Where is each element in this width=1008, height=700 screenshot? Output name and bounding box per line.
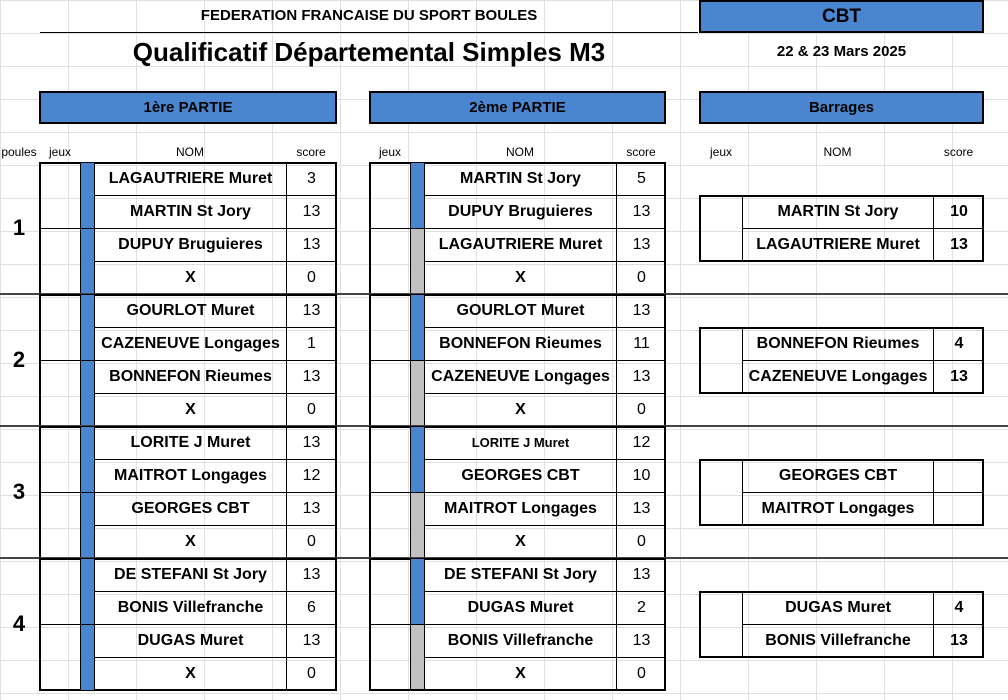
player-name: GOURLOT Muret	[126, 302, 255, 319]
player-name: X	[515, 269, 526, 286]
player-name: DUGAS Muret	[137, 632, 244, 649]
barrage-player-name: BONNEFON Rieumes	[756, 335, 920, 352]
col-header-score: score	[296, 145, 326, 159]
player-score: 13	[632, 203, 651, 220]
player-score: 0	[637, 665, 646, 682]
barrage-player-name: MAITROT Longages	[761, 500, 915, 517]
part2-marker-bar-grey	[411, 360, 424, 425]
section-part2-header: 2ème PARTIE	[369, 91, 666, 124]
player-name: BONIS Villefranche	[117, 599, 264, 616]
player-name: MARTIN St Jory	[460, 170, 581, 187]
barrage-player-name: DUGAS Muret	[785, 599, 891, 616]
player-score: 11	[633, 335, 650, 352]
part2-marker-bar-grey	[411, 228, 424, 293]
player-score: 0	[307, 401, 316, 418]
player-name: DE STEFANI St Jory	[444, 566, 597, 583]
player-score: 0	[307, 665, 316, 682]
player-name: GEORGES CBT	[131, 500, 250, 517]
poule-number: 4	[12, 611, 26, 636]
barrage-player-name: MARTIN St Jory	[777, 203, 899, 220]
player-score: 13	[632, 302, 651, 319]
player-name: GOURLOT Muret	[456, 302, 585, 319]
col-header-score: score	[626, 145, 656, 159]
player-score: 0	[307, 269, 316, 286]
player-name: X	[185, 665, 196, 682]
player-name: MARTIN St Jory	[130, 203, 251, 220]
player-name: X	[515, 665, 526, 682]
poule-number: 1	[12, 215, 26, 240]
player-score: 13	[302, 434, 321, 451]
player-score: 13	[302, 236, 321, 253]
barrage-player-name: BONIS Villefranche	[765, 632, 911, 649]
player-name: BONNEFON Rieumes	[439, 335, 602, 352]
part2-marker-bar	[411, 295, 424, 360]
player-name: MAITROT Longages	[444, 500, 597, 517]
player-score: 5	[637, 170, 646, 187]
player-name: X	[185, 401, 196, 418]
player-score: 13	[632, 566, 651, 583]
barrage-player-score: 4	[954, 599, 964, 616]
section-part1-header: 1ère PARTIE	[39, 91, 337, 124]
organizer-badge: CBT	[699, 0, 984, 33]
player-name: MAITROT Longages	[114, 467, 267, 484]
player-score: 10	[632, 467, 651, 484]
barrage-player-name: LAGAUTRIERE Muret	[756, 236, 920, 253]
barrage-player-name: CAZENEUVE Longages	[748, 368, 928, 385]
player-name: X	[515, 401, 526, 418]
player-score: 0	[307, 533, 316, 550]
part2-marker-bar-grey	[411, 624, 424, 689]
player-score: 2	[637, 599, 646, 616]
poule-number: 3	[12, 479, 26, 504]
col-header-nom: NOM	[506, 145, 534, 159]
barrage-player-score: 10	[950, 203, 968, 220]
player-name: LAGAUTRIERE Muret	[438, 236, 603, 253]
player-score: 6	[307, 599, 316, 616]
player-name: X	[515, 533, 526, 550]
section-barrages-header: Barrages	[699, 91, 984, 124]
player-name: DE STEFANI St Jory	[114, 566, 267, 583]
barrage-player-score	[934, 492, 984, 525]
col-header-jeux: jeux	[48, 145, 71, 159]
player-score: 13	[632, 236, 651, 253]
player-name: BONIS Villefranche	[447, 632, 594, 649]
col-header-score: score	[943, 145, 974, 159]
player-score: 13	[632, 500, 651, 517]
player-name: LORITE J Muret	[130, 434, 251, 451]
player-score: 13	[302, 632, 321, 649]
player-name: X	[185, 533, 196, 550]
player-name: LORITE J Muret	[471, 435, 570, 450]
barrage-player-score: 13	[950, 368, 968, 385]
part2-marker-bar	[411, 427, 424, 492]
player-score: 13	[302, 302, 321, 319]
player-score: 13	[632, 368, 651, 385]
barrage-player-score: 13	[950, 236, 968, 253]
player-score: 13	[632, 632, 651, 649]
player-score: 0	[637, 269, 646, 286]
part2-marker-bar	[411, 559, 424, 624]
federation-title: FEDERATION FRANCAISE DU SPORT BOULES	[200, 7, 538, 24]
player-name: LAGAUTRIERE Muret	[108, 170, 273, 187]
player-score: 0	[637, 533, 646, 550]
player-score: 0	[637, 401, 646, 418]
barrage-player-score	[934, 459, 984, 492]
barrage-player-name: GEORGES CBT	[778, 467, 898, 484]
player-name: X	[185, 269, 196, 286]
player-score: 12	[632, 434, 651, 451]
part2-marker-bar	[411, 163, 424, 228]
col-header-nom: NOM	[176, 145, 204, 159]
col-header-jeux: jeux	[709, 145, 732, 159]
player-score: 13	[302, 566, 321, 583]
player-score: 13	[302, 368, 321, 385]
player-name: DUPUY Bruguieres	[118, 236, 263, 253]
page-title: Qualificatif Départemental Simples M3	[132, 37, 606, 67]
barrage-player-score: 4	[954, 335, 964, 352]
player-name: GEORGES CBT	[461, 467, 580, 484]
col-header-nom: NOM	[823, 145, 852, 159]
part2-marker-bar-grey	[411, 492, 424, 557]
player-score: 13	[302, 500, 321, 517]
player-name: CAZENEUVE Longages	[431, 368, 610, 385]
title-divider	[40, 32, 698, 33]
event-date: 22 & 23 Mars 2025	[776, 43, 907, 60]
player-score: 13	[302, 203, 321, 220]
col-header-jeux: jeux	[378, 145, 401, 159]
player-name: BONNEFON Rieumes	[109, 368, 272, 385]
barrage-player-score: 13	[950, 632, 968, 649]
poule-number: 2	[12, 347, 26, 372]
player-score: 3	[307, 170, 316, 187]
player-score: 1	[307, 335, 316, 352]
col-header-poules: poules	[1, 145, 37, 159]
player-name: CAZENEUVE Longages	[101, 335, 280, 352]
player-name: DUGAS Muret	[467, 599, 574, 616]
player-score: 12	[302, 467, 321, 484]
player-name: DUPUY Bruguieres	[448, 203, 593, 220]
